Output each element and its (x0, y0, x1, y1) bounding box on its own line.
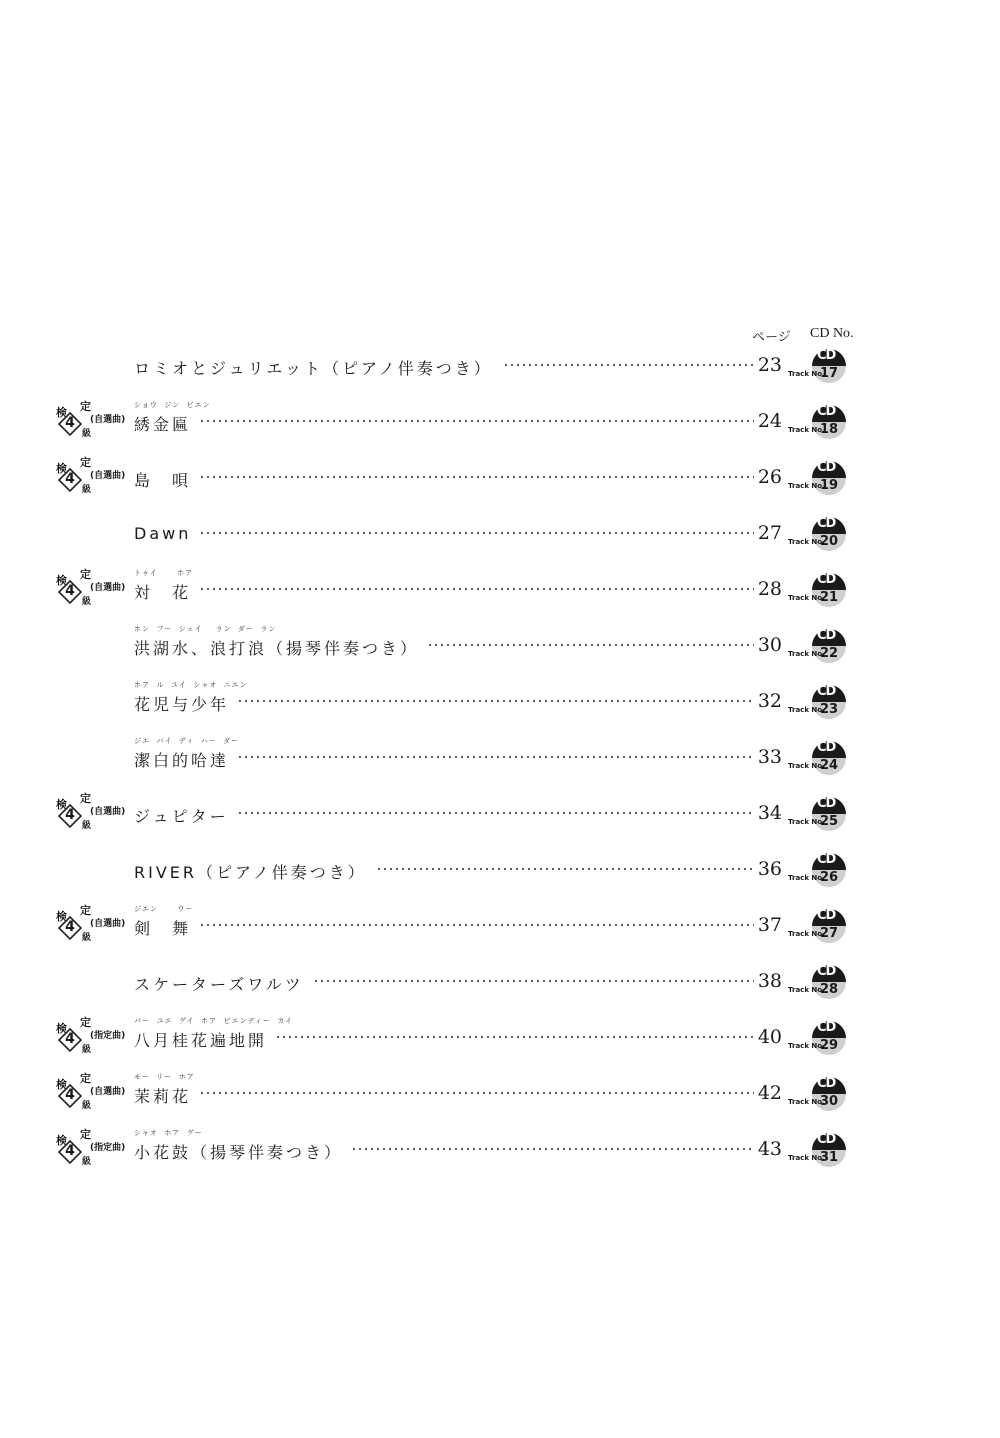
cd-track-badge (784, 404, 850, 444)
track-label: Track No. (788, 874, 825, 882)
badge-kyu-label: 級 (82, 597, 92, 607)
dot-leader (199, 420, 754, 422)
cd-label: CD (817, 516, 836, 531)
page-number: 24 (757, 410, 782, 432)
track-number: 23 (820, 702, 839, 717)
badge-grade-number: 4 (65, 1143, 75, 1159)
badge-tei-label: 定 (80, 904, 91, 917)
column-headers (752, 326, 862, 346)
cd-track-badge (784, 852, 850, 892)
badge-piece-type: (指定曲) (90, 1031, 126, 1041)
toc-entry[interactable] (0, 964, 1000, 1020)
page-number: 34 (757, 802, 782, 824)
badge-tei-label: 定 (80, 1072, 91, 1085)
track-number: 28 (820, 982, 839, 997)
entry-title: 花児与少年 (134, 695, 230, 714)
badge-kyu-label: 級 (82, 933, 92, 943)
entry-title: 潔白的哈達 (134, 751, 230, 770)
dot-leader (427, 644, 754, 646)
page-number: 40 (757, 1026, 782, 1048)
title-ruby: バー ユエ グイ ホア ビエンディー カイ (134, 1017, 294, 1025)
track-label: Track No. (788, 986, 825, 994)
dot-leader (199, 1092, 754, 1094)
title-ruby: ホン フー シュイ ラン ダー ラン (134, 625, 277, 633)
cd-label: CD (817, 908, 836, 923)
title-ruby: ショウ ジン ビエン (134, 401, 211, 409)
page-number: 27 (757, 522, 782, 544)
cd-track-badge (784, 1076, 850, 1116)
toc-entry[interactable] (0, 348, 1000, 404)
entry-title: RIVER（ピアノ伴奏つき） (134, 863, 367, 882)
badge-piece-type: (指定曲) (90, 1143, 126, 1153)
grade-diamond-icon (58, 468, 82, 492)
badge-tei-label: 定 (80, 792, 91, 805)
dot-leader (199, 924, 754, 926)
badge-grade-number: 4 (65, 1031, 75, 1047)
cd-track-badge (784, 1020, 850, 1060)
entry-title: 小花鼓（揚琴伴奏つき） (134, 1143, 344, 1162)
track-number: 26 (820, 870, 839, 885)
title-ruby: トゥイ ホア (134, 569, 194, 577)
badge-grade-number: 4 (65, 807, 75, 823)
cd-column-header: CD No. (810, 326, 854, 341)
badge-ken-label: 検 (56, 1022, 67, 1035)
badge-ken-label: 検 (56, 1078, 67, 1091)
page-number: 42 (757, 1082, 782, 1104)
track-label: Track No. (788, 426, 825, 434)
toc-entry[interactable] (0, 852, 1000, 908)
toc-entry[interactable] (0, 1016, 1000, 1076)
badge-grade-number: 4 (65, 415, 75, 431)
badge-grade-number: 4 (65, 583, 75, 599)
grade-4-badge (52, 792, 132, 836)
grade-diamond-icon (58, 1028, 82, 1052)
page-number: 37 (757, 914, 782, 936)
dot-leader (237, 756, 754, 758)
track-number: 24 (820, 758, 839, 773)
badge-kyu-label: 級 (82, 429, 92, 439)
badge-tei-label: 定 (80, 1128, 91, 1141)
entry-title: Dawn (134, 524, 192, 543)
track-number: 18 (820, 422, 839, 437)
badge-kyu-label: 級 (82, 485, 92, 495)
toc-entry[interactable] (0, 400, 1000, 460)
track-label: Track No. (788, 594, 825, 602)
grade-diamond-icon (58, 412, 82, 436)
entry-title: 茉莉花 (134, 1087, 192, 1106)
badge-ken-label: 検 (56, 910, 67, 923)
grade-diamond-icon (58, 1084, 82, 1108)
cd-track-badge (784, 348, 850, 388)
entry-title: 島 唄 (134, 471, 192, 490)
badge-tei-label: 定 (80, 568, 91, 581)
dot-leader (199, 532, 754, 534)
track-label: Track No. (788, 482, 825, 490)
dot-leader (376, 868, 754, 870)
cd-track-badge (784, 516, 850, 556)
page-number: 30 (757, 634, 782, 656)
grade-4-badge (52, 456, 132, 500)
grade-4-badge (52, 1072, 132, 1116)
badge-ken-label: 検 (56, 798, 67, 811)
track-label: Track No. (788, 706, 825, 714)
badge-ken-label: 検 (56, 462, 67, 475)
toc-entry[interactable] (0, 516, 1000, 572)
badge-grade-number: 4 (65, 1087, 75, 1103)
track-number: 31 (820, 1150, 839, 1165)
grade-4-badge (52, 904, 132, 948)
track-number: 27 (820, 926, 839, 941)
title-ruby: モー リー ホア (134, 1073, 195, 1081)
track-number: 17 (820, 366, 839, 381)
cd-label: CD (817, 628, 836, 643)
track-label: Track No. (788, 818, 825, 826)
toc-entry[interactable] (0, 1128, 1000, 1188)
grade-4-badge (52, 1128, 132, 1172)
dot-leader (313, 980, 754, 982)
entry-title: 綉金匾 (134, 415, 192, 434)
badge-piece-type: (自選曲) (90, 919, 126, 929)
page-column-header: ページ (752, 330, 791, 345)
entry-title: 洪湖水、浪打浪（揚琴伴奏つき） (134, 639, 420, 658)
cd-label: CD (817, 796, 836, 811)
track-label: Track No. (788, 762, 825, 770)
entry-title: 剣 舞 (134, 919, 192, 938)
badge-piece-type: (自選曲) (90, 415, 126, 425)
dot-leader (503, 364, 754, 366)
toc-entry[interactable] (0, 792, 1000, 852)
track-number: 25 (820, 814, 839, 829)
badge-ken-label: 検 (56, 1134, 67, 1147)
track-label: Track No. (788, 1098, 825, 1106)
grade-4-badge (52, 1016, 132, 1060)
track-label: Track No. (788, 538, 825, 546)
toc-entry[interactable] (0, 681, 1000, 740)
toc-entry[interactable] (0, 1072, 1000, 1132)
cd-track-badge (784, 740, 850, 780)
badge-piece-type: (自選曲) (90, 1087, 126, 1097)
cd-label: CD (817, 684, 836, 699)
badge-ken-label: 検 (56, 406, 67, 419)
entry-title: ジュピター (134, 807, 229, 826)
entry-title: スケーターズワルツ (134, 975, 304, 994)
badge-kyu-label: 級 (82, 1157, 92, 1167)
title-ruby: ジエン ウー (134, 905, 194, 913)
entry-title: 対 花 (134, 583, 192, 602)
cd-track-badge (784, 684, 850, 724)
track-label: Track No. (788, 370, 825, 378)
dot-leader (199, 588, 754, 590)
grade-diamond-icon (58, 1140, 82, 1164)
cd-label: CD (817, 404, 836, 419)
cd-track-badge (784, 964, 850, 1004)
cd-track-badge (784, 572, 850, 612)
entry-title: ロミオとジュリエット（ピアノ伴奏つき） (134, 359, 493, 378)
badge-grade-number: 4 (65, 919, 75, 935)
track-label: Track No. (788, 1042, 825, 1050)
toc-entry[interactable] (0, 568, 1000, 628)
page-number: 28 (757, 578, 782, 600)
track-number: 19 (820, 478, 839, 493)
badge-grade-number: 4 (65, 471, 75, 487)
badge-piece-type: (自選曲) (90, 471, 126, 481)
page-number: 26 (757, 466, 782, 488)
toc-entry[interactable] (0, 625, 1000, 684)
entry-title: 八月桂花遍地開 (134, 1031, 268, 1050)
page-number: 33 (757, 746, 782, 768)
dot-leader (199, 476, 754, 478)
title-ruby: シャオ ホア グー (134, 1129, 203, 1137)
grade-diamond-icon (58, 916, 82, 940)
title-ruby: ジエ バイ ディ ハー ダー (134, 737, 240, 745)
badge-kyu-label: 級 (82, 821, 92, 831)
cd-track-badge (784, 796, 850, 836)
track-label: Track No. (788, 930, 825, 938)
badge-piece-type: (自選曲) (90, 807, 126, 817)
badge-kyu-label: 級 (82, 1045, 92, 1055)
grade-4-badge (52, 400, 132, 444)
cd-label: CD (817, 1076, 836, 1091)
toc-entry[interactable] (0, 456, 1000, 516)
page-number: 43 (757, 1138, 782, 1160)
cd-track-badge (784, 460, 850, 500)
track-label: Track No. (788, 650, 825, 658)
badge-piece-type: (自選曲) (90, 583, 126, 593)
badge-kyu-label: 級 (82, 1101, 92, 1111)
toc-entry[interactable] (0, 737, 1000, 796)
cd-label: CD (817, 852, 836, 867)
cd-label: CD (817, 572, 836, 587)
cd-track-badge (784, 1132, 850, 1172)
cd-label: CD (817, 348, 836, 363)
grade-diamond-icon (58, 804, 82, 828)
badge-tei-label: 定 (80, 456, 91, 469)
dot-leader (275, 1036, 754, 1038)
track-number: 30 (820, 1094, 839, 1109)
page-number: 36 (757, 858, 782, 880)
track-number: 29 (820, 1038, 839, 1053)
track-number: 21 (820, 590, 839, 605)
dot-leader (351, 1148, 754, 1150)
cd-track-badge (784, 628, 850, 668)
track-number: 22 (820, 646, 839, 661)
track-number: 20 (820, 534, 839, 549)
cd-label: CD (817, 460, 836, 475)
grade-diamond-icon (58, 580, 82, 604)
grade-4-badge (52, 568, 132, 612)
page-number: 38 (757, 970, 782, 992)
dot-leader (237, 812, 754, 814)
cd-label: CD (817, 964, 836, 979)
toc-entry[interactable] (0, 904, 1000, 964)
cd-label: CD (817, 1132, 836, 1147)
page-number: 23 (757, 354, 782, 376)
cd-label: CD (817, 740, 836, 755)
dot-leader (237, 700, 754, 702)
badge-tei-label: 定 (80, 400, 91, 413)
title-ruby: ホア ル ユイ シャオ ニエン (134, 681, 248, 689)
cd-track-badge (784, 908, 850, 948)
badge-tei-label: 定 (80, 1016, 91, 1029)
badge-ken-label: 検 (56, 574, 67, 587)
cd-label: CD (817, 1020, 836, 1035)
track-label: Track No. (788, 1154, 825, 1162)
page-number: 32 (757, 690, 782, 712)
